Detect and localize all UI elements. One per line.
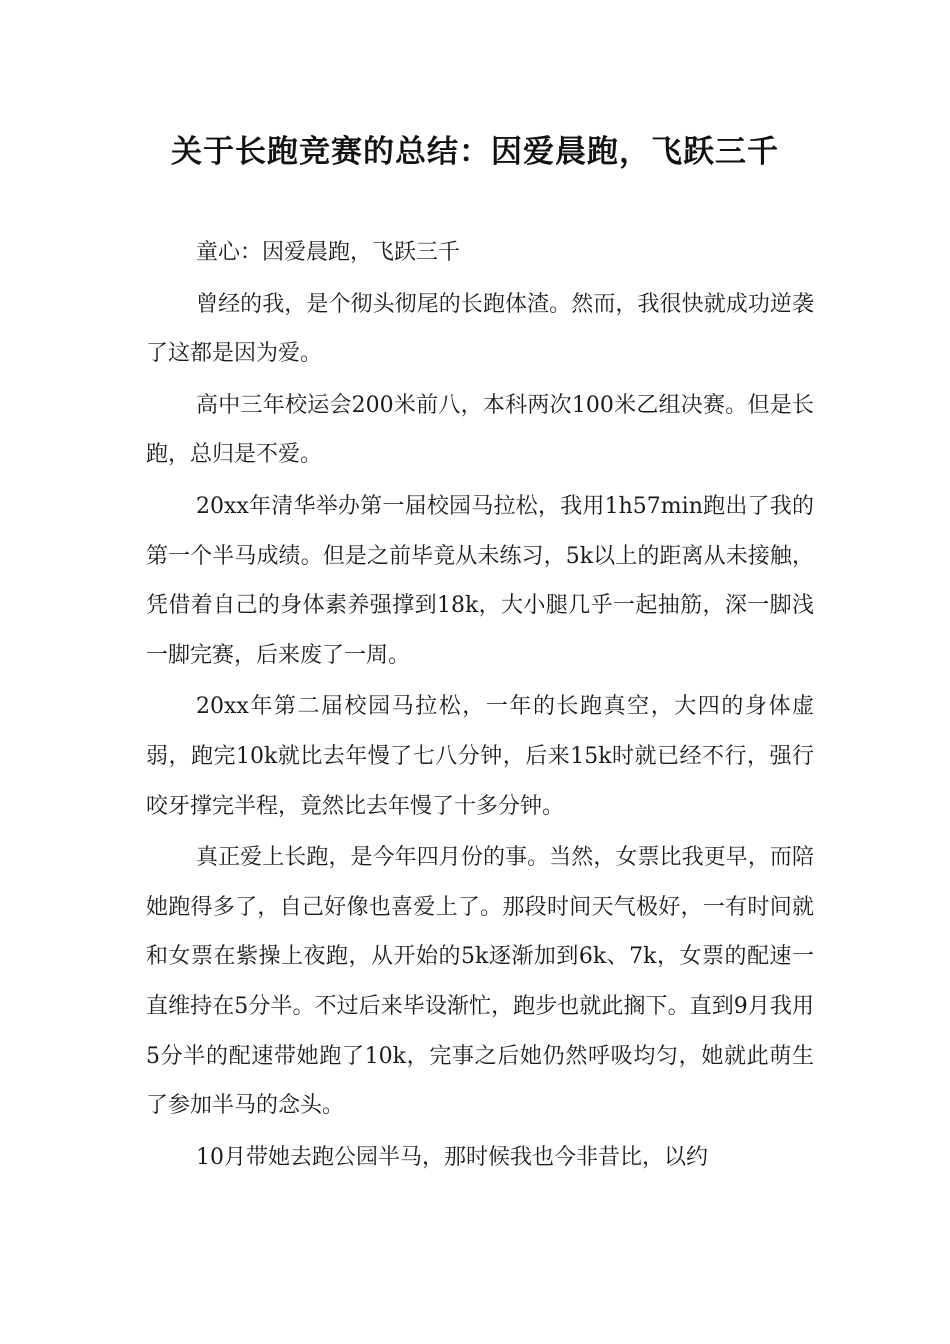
paragraph: 真正爱上长跑，是今年四月份的事。当然，女票比我更早，而陪她跑得多了，自己好像也喜爱上了。那段时间天气极好，一有时间就和女票在紫操上夜跑，从开始的5k逐渐加到6k、7k，女票的配速一直维持在5分半。不过后来毕设渐忙，跑步也就此搁下。直到9月我用5分半的配速带她跑了10k，完事之后她仍然呼吸均匀，她就此萌生了参加半马的念头。 <box>146 845 814 1119</box>
document-body <box>146 228 814 1182</box>
paragraph: 20xx年清华举办第一届校园马拉松，我用1h57min跑出了我的第一个半马成绩。但是之前毕竟从未练习，5k以上的距离从未接触，凭借着自己的身体素养强撑到18k，大小腿几乎一起抽筋，深一脚浅一脚完赛，后来废了一周。 <box>146 493 814 668</box>
paragraph: 高中三年校运会200米前八，本科两次100米乙组决赛。但是长跑，总归是不爱。 <box>146 392 814 468</box>
paragraph: 20xx年第二届校园马拉松，一年的长跑真空，大四的身体虚弱，跑完10k就比去年慢了七八分钟，后来15k时就已经不行，强行咬牙撑完半程，竟然比去年慢了十多分钟。 <box>146 694 814 819</box>
paragraph: 童心：因爱晨跑，飞跃三千 <box>196 240 461 265</box>
document-title: 关于长跑竞赛的总结：因爱晨跑，飞跃三千 <box>171 134 779 170</box>
paragraph: 曾经的我，是个彻头彻尾的长跑体渣。然而，我很快就成功逆袭了这都是因为爱。 <box>146 291 814 367</box>
paragraph: 10月带她去跑公园半马，那时候我也今非昔比，以约 <box>196 1144 708 1170</box>
